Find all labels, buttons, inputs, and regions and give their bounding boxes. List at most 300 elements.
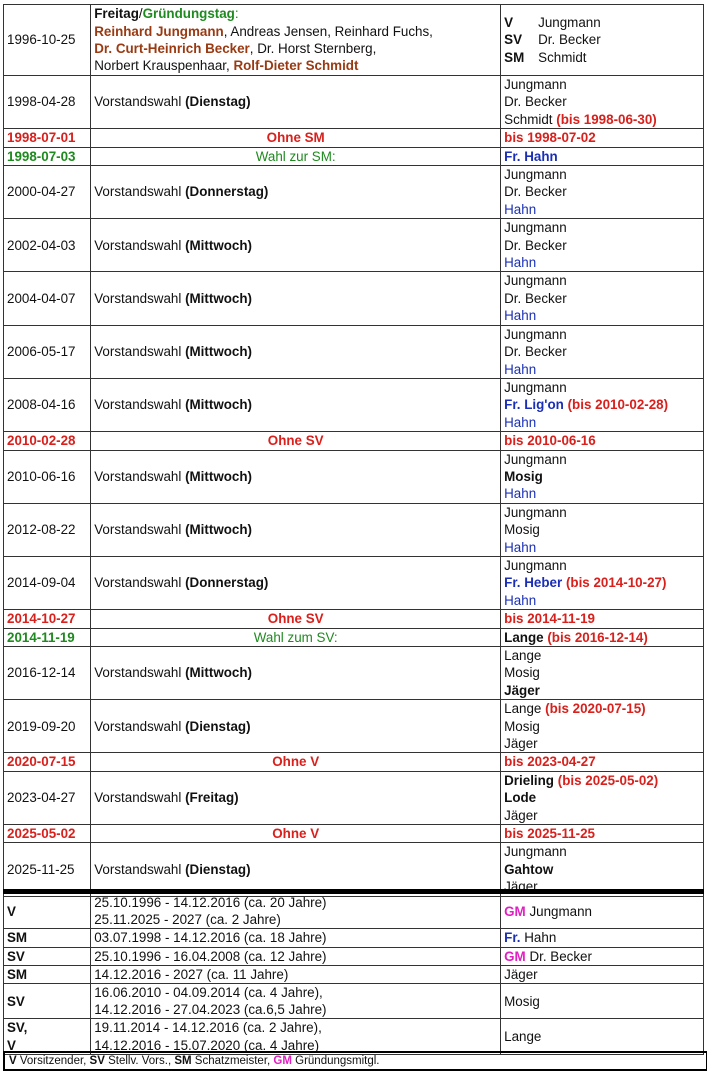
member-name: Hahn <box>504 308 537 324</box>
date-cell <box>4 753 91 771</box>
table-row <box>4 378 704 431</box>
date-cell <box>4 272 91 325</box>
role: SV, V <box>7 1020 28 1053</box>
role-cell <box>4 965 91 983</box>
event-cell <box>91 825 501 843</box>
board-role: SM <box>504 49 525 65</box>
summary-row <box>4 929 704 947</box>
date-cell <box>4 325 91 378</box>
member-line <box>504 219 700 236</box>
member-line <box>504 557 700 574</box>
member-line <box>504 504 700 521</box>
period: 16.06.2010 - 04.09.2014 (ca. 4 Jahre), <box>94 985 323 1001</box>
member-name: Jäger <box>504 807 538 823</box>
period-cell <box>91 929 501 947</box>
members-cell <box>501 610 704 628</box>
title-colon: : <box>234 6 239 22</box>
event-cell <box>91 628 501 646</box>
member-line <box>504 326 700 343</box>
member-name: Jungmann <box>504 167 567 183</box>
member-name: Mosig <box>504 993 540 1009</box>
member-name: Mosig <box>504 522 540 538</box>
date-cell <box>4 147 91 165</box>
date: 2004-04-07 <box>7 290 76 306</box>
event-label: Wahl zum SV: <box>253 629 338 645</box>
member-line <box>504 735 700 752</box>
name-prefix: Fr. <box>504 930 521 946</box>
founder-sep: , <box>226 58 234 74</box>
event-cell <box>91 325 501 378</box>
title-sep: / <box>138 6 143 22</box>
date-cell <box>4 219 91 272</box>
date: 2010-06-16 <box>7 468 76 484</box>
member-name: Jungmann <box>504 77 567 92</box>
event-label: Vorstandswahl <box>94 718 182 734</box>
name-prefix: GM <box>504 903 526 919</box>
weekday: (Mittwoch) <box>185 290 252 306</box>
member-name: Lange <box>504 701 542 717</box>
member-line <box>504 468 700 485</box>
weekday: (Freitag) <box>185 790 239 806</box>
name-cell <box>501 929 704 947</box>
member-line <box>504 682 700 699</box>
legend-abbr: V <box>9 1055 17 1067</box>
member-line <box>504 272 700 289</box>
member-name: Dr. Becker <box>538 32 601 48</box>
member-name: bis 2014-11-19 <box>504 611 595 627</box>
date-cell <box>4 771 91 824</box>
role-cell <box>4 929 91 947</box>
event-cell <box>91 76 501 129</box>
member-note: (bis 2010-02-28) <box>567 397 669 413</box>
event-cell <box>91 147 501 165</box>
member-line <box>504 789 700 806</box>
weekday: (Mittwoch) <box>185 665 252 681</box>
name-cell <box>501 965 704 983</box>
date: 2000-04-27 <box>7 184 76 200</box>
member-line <box>504 201 700 218</box>
member-name: Schmidt <box>538 49 587 65</box>
member-name: Jungmann <box>504 557 567 573</box>
member-note: (bis 2016-12-14) <box>547 629 648 645</box>
founder-sep: , <box>372 41 377 56</box>
date-cell <box>4 432 91 450</box>
date: 2014-11-19 <box>7 629 75 645</box>
name-cell <box>501 984 704 1019</box>
event-label: Vorstandswahl <box>94 575 182 591</box>
member-name: Jungmann <box>504 379 567 395</box>
summary-row <box>4 965 704 983</box>
title-founding: Gründungstag <box>142 6 235 22</box>
event-cell <box>91 129 501 147</box>
member-line <box>504 166 700 183</box>
board-line <box>504 14 700 31</box>
event-label: Ohne SV <box>267 611 324 627</box>
role: V <box>7 903 16 919</box>
member-name: Hahn <box>504 201 537 217</box>
event-cell <box>91 753 501 771</box>
date: 2023-04-27 <box>7 790 76 806</box>
date: 1998-07-03 <box>7 148 76 164</box>
member-name: Dr. Becker <box>504 344 567 360</box>
member-line <box>504 414 700 431</box>
event-label: Ohne V <box>272 754 320 770</box>
member-line <box>504 861 700 878</box>
founder-sep: , <box>327 23 335 39</box>
member-name: Mosig <box>504 665 540 681</box>
date-cell <box>4 610 91 628</box>
event-cell <box>91 5 501 76</box>
member-line <box>504 237 700 254</box>
member-name: bis 2023-04-27 <box>504 754 596 770</box>
member-line <box>504 647 700 664</box>
legend <box>3 1051 707 1071</box>
board-line <box>504 31 700 48</box>
member-name: Jungmann <box>504 326 567 342</box>
member-line <box>504 254 700 271</box>
name-prefix: GM <box>504 948 526 964</box>
role-cell <box>4 984 91 1019</box>
date-cell <box>4 628 91 646</box>
event-cell <box>91 219 501 272</box>
event-label: Vorstandswahl <box>94 790 182 806</box>
date: 1996-10-25 <box>7 32 76 48</box>
period: 03.07.1998 - 14.12.2016 (ca. 18 Jahre) <box>94 930 327 946</box>
members-cell <box>501 147 704 165</box>
member-name: bis 2025-11-25 <box>504 826 595 842</box>
founder-name: Reinhard Jungmann <box>94 23 224 39</box>
summary-row <box>4 1019 704 1054</box>
date-cell <box>4 378 91 431</box>
member-name: Lange <box>504 629 544 645</box>
member-name: Jäger <box>504 736 538 752</box>
summary-row <box>4 984 704 1019</box>
name-cell <box>501 1019 704 1054</box>
members-cell <box>501 503 704 556</box>
table-row <box>4 147 704 165</box>
members-cell <box>501 219 704 272</box>
member-name: Dr. Becker <box>504 290 567 306</box>
members-cell <box>501 129 704 147</box>
member-line <box>504 700 700 717</box>
member-name: Lange <box>504 648 542 663</box>
table-row <box>4 5 704 76</box>
founder-sep: , <box>429 23 433 39</box>
table-row <box>4 700 704 753</box>
table-row <box>4 556 704 609</box>
weekday: (Dienstag) <box>185 94 251 110</box>
event-label: Wahl zur SM: <box>255 148 336 164</box>
members-cell <box>501 700 704 753</box>
member-name: Hahn <box>504 592 537 608</box>
weekday: (Dienstag) <box>185 861 251 877</box>
date: 2020-07-15 <box>7 754 76 770</box>
member-name: Hahn <box>504 361 537 377</box>
role-cell <box>4 1019 91 1054</box>
legend-abbr: SV <box>89 1055 105 1067</box>
members-cell <box>501 325 704 378</box>
table-row <box>4 166 704 219</box>
founder-sep: , <box>249 41 258 56</box>
date-cell <box>4 503 91 556</box>
member-name: Jäger <box>504 966 538 982</box>
founder-name: Reinhard Fuchs <box>334 23 430 39</box>
date: 2019-09-20 <box>7 718 76 734</box>
table-row <box>4 129 704 147</box>
member-note: (bis 1998-06-30) <box>556 111 657 127</box>
table-row <box>4 76 704 129</box>
member-line <box>504 843 700 860</box>
period: 25.10.1996 - 14.12.2016 (ca. 20 Jahre) <box>94 895 327 910</box>
period: 14.12.2016 - 27.04.2023 (ca.6,5 Jahre) <box>94 1002 327 1018</box>
date-cell <box>4 5 91 76</box>
members-cell <box>501 432 704 450</box>
weekday: (Mittwoch) <box>185 522 252 538</box>
member-name: Drieling <box>504 772 554 788</box>
member-line <box>504 111 700 128</box>
members-cell <box>501 378 704 431</box>
weekday: (Mittwoch) <box>185 468 252 484</box>
member-line <box>504 451 700 468</box>
member-line <box>504 718 700 735</box>
founder-name: Dr. Horst Sternberg <box>257 41 373 56</box>
table-row <box>4 432 704 450</box>
member-note: (bis 2020-07-15) <box>545 701 646 717</box>
member-name: Jungmann <box>504 220 567 236</box>
period-cell <box>91 965 501 983</box>
date: 2016-12-14 <box>7 665 76 681</box>
event-label: Vorstandswahl <box>94 94 182 110</box>
members-cell <box>501 5 704 76</box>
board-line <box>504 49 700 66</box>
date: 1998-07-01 <box>7 130 76 146</box>
members-cell <box>501 556 704 609</box>
legend-text: Vorsitzender, <box>16 1055 90 1067</box>
member-name: Dr. Becker <box>504 237 567 253</box>
founder-name: Rolf-Dieter Schmidt <box>233 58 359 74</box>
event-label: Ohne SV <box>267 433 324 449</box>
weekday: (Donnerstag) <box>185 184 269 200</box>
members-cell <box>501 771 704 824</box>
member-line <box>504 343 700 360</box>
member-line <box>504 290 700 307</box>
date: 2008-04-16 <box>7 397 76 413</box>
period-cell <box>91 984 501 1019</box>
summary-row <box>4 947 704 965</box>
title-day: Freitag <box>94 6 139 22</box>
date: 2002-04-03 <box>7 237 76 253</box>
weekday: (Mittwoch) <box>185 344 252 360</box>
member-line <box>504 396 700 413</box>
event-cell <box>91 450 501 503</box>
table-row <box>4 503 704 556</box>
founder-name: Andreas Jensen <box>230 23 328 39</box>
table-row <box>4 272 704 325</box>
event-cell <box>91 272 501 325</box>
table-row <box>4 219 704 272</box>
event-label: Vorstandswahl <box>94 184 182 200</box>
weekday: (Mittwoch) <box>185 237 252 253</box>
members-cell <box>501 76 704 129</box>
member-line <box>504 183 700 200</box>
role: SV <box>7 948 25 964</box>
member-name: Jungmann <box>538 14 601 30</box>
member-note: (bis 2025-05-02) <box>557 772 659 788</box>
table-row <box>4 628 704 646</box>
member-name: Fr. Lig'on <box>504 397 564 413</box>
member-line <box>504 307 700 324</box>
founders-list <box>94 24 433 74</box>
member-name: Jäger <box>504 879 538 895</box>
founding-title <box>94 5 497 22</box>
legend-abbr: GM <box>273 1055 292 1067</box>
period: 19.11.2014 - 14.12.2016 (ca. 2 Jahre), <box>94 1020 322 1036</box>
member-name: Hahn <box>504 255 537 271</box>
member-name: Mosig <box>504 718 540 734</box>
member-name: Fr. Heber <box>504 575 563 591</box>
table-row <box>4 325 704 378</box>
member-line <box>504 807 700 824</box>
event-label: Vorstandswahl <box>94 344 182 360</box>
weekday: (Dienstag) <box>185 718 251 734</box>
member-name: Jäger <box>504 682 540 698</box>
event-label: Vorstandswahl <box>94 290 182 306</box>
event-label: Vorstandswahl <box>94 665 182 681</box>
member-name: Hahn <box>504 414 537 430</box>
date: 2025-05-02 <box>7 826 76 842</box>
members-cell <box>501 450 704 503</box>
board-role: V <box>504 14 514 30</box>
member-line <box>504 574 700 591</box>
role: SM <box>7 930 28 946</box>
date-cell <box>4 76 91 129</box>
period: 14.12.2016 - 2027 (ca. 11 Jahre) <box>94 966 289 982</box>
date-cell <box>4 450 91 503</box>
legend-text: Gründungsmitgl. <box>291 1055 380 1067</box>
member-name: Hahn <box>504 486 537 502</box>
date-cell <box>4 647 91 700</box>
table-row <box>4 647 704 700</box>
member-name: Jungmann <box>504 504 567 520</box>
period: 25.10.1996 - 16.04.2008 (ca. 12 Jahre) <box>94 948 327 964</box>
date-cell <box>4 700 91 753</box>
event-label: Vorstandswahl <box>94 522 182 538</box>
member-name: Jungmann <box>504 451 567 467</box>
date-cell <box>4 129 91 147</box>
role-cell <box>4 892 91 929</box>
table-row <box>4 825 704 843</box>
event-cell <box>91 378 501 431</box>
members-cell <box>501 753 704 771</box>
date: 2010-02-28 <box>7 433 76 449</box>
role-cell <box>4 947 91 965</box>
event-cell <box>91 503 501 556</box>
event-cell <box>91 556 501 609</box>
member-line <box>504 76 700 93</box>
event-cell <box>91 771 501 824</box>
period: 14.12.2016 - 15.07.2020 (ca. 4 Jahre) <box>94 1037 320 1053</box>
name-cell <box>501 892 704 929</box>
founder-sep: , <box>223 23 231 39</box>
members-cell <box>501 166 704 219</box>
event-label: Vorstandswahl <box>94 861 182 877</box>
member-name: Hahn <box>504 539 537 555</box>
date-cell <box>4 166 91 219</box>
event-label: Ohne V <box>272 826 320 842</box>
tenure-summary-table <box>3 889 704 1055</box>
table-row <box>4 450 704 503</box>
date-cell <box>4 556 91 609</box>
legend-text: Stellv. Vors., <box>104 1055 175 1067</box>
event-label: Ohne SM <box>266 130 325 146</box>
member-note: (bis 2014-10-27) <box>565 575 667 591</box>
members-cell <box>501 272 704 325</box>
member-line <box>504 592 700 609</box>
member-line <box>504 379 700 396</box>
date: 2014-10-27 <box>7 611 76 627</box>
member-name: Gahtow <box>504 861 554 877</box>
members-cell <box>501 628 704 646</box>
event-cell <box>91 610 501 628</box>
weekday: (Donnerstag) <box>185 575 269 591</box>
date-cell <box>4 825 91 843</box>
event-cell <box>91 166 501 219</box>
event-label: Vorstandswahl <box>94 397 182 413</box>
table-row <box>4 610 704 628</box>
member-line <box>504 361 700 378</box>
date: 2025-11-25 <box>7 861 75 877</box>
period-cell <box>91 892 501 929</box>
member-name: Dr. Becker <box>504 94 567 110</box>
founder-name: Dr. Curt-Heinrich Becker <box>94 41 250 56</box>
date: 2006-05-17 <box>7 344 76 360</box>
board-history-table <box>3 4 704 897</box>
role: SM <box>7 966 28 982</box>
legend-abbr: SM <box>174 1055 192 1067</box>
table-row <box>4 771 704 824</box>
member-name: Hahn <box>524 930 557 946</box>
summary-row <box>4 892 704 929</box>
event-label: Vorstandswahl <box>94 237 182 253</box>
founder-name: Norbert Krauspenhaar <box>94 58 226 74</box>
member-line <box>504 521 700 538</box>
date: 1998-04-28 <box>7 94 76 110</box>
period-cell <box>91 947 501 965</box>
role: SV <box>7 993 25 1009</box>
member-name: Schmidt <box>504 111 553 127</box>
period-cell <box>91 1019 501 1054</box>
weekday: (Mittwoch) <box>185 397 252 413</box>
member-name: Dr. Becker <box>504 184 567 200</box>
member-name: Jungmann <box>504 273 567 289</box>
member-line <box>504 93 700 110</box>
member-line <box>504 539 700 556</box>
member-name: Dr. Becker <box>529 948 592 964</box>
member-line <box>504 772 700 789</box>
legend-text: Schatzmeister, <box>191 1055 274 1067</box>
member-line <box>504 485 700 502</box>
member-name: Lange <box>504 1029 542 1045</box>
member-line <box>504 664 700 681</box>
member-name: Fr. Hahn <box>504 148 558 164</box>
period: 25.11.2025 - 2027 (ca. 2 Jahre) <box>94 912 281 928</box>
date: 2012-08-22 <box>7 522 76 538</box>
member-name: Lode <box>504 790 537 806</box>
event-cell <box>91 647 501 700</box>
event-cell <box>91 432 501 450</box>
member-name: Jungmann <box>529 903 592 919</box>
table-row <box>4 753 704 771</box>
